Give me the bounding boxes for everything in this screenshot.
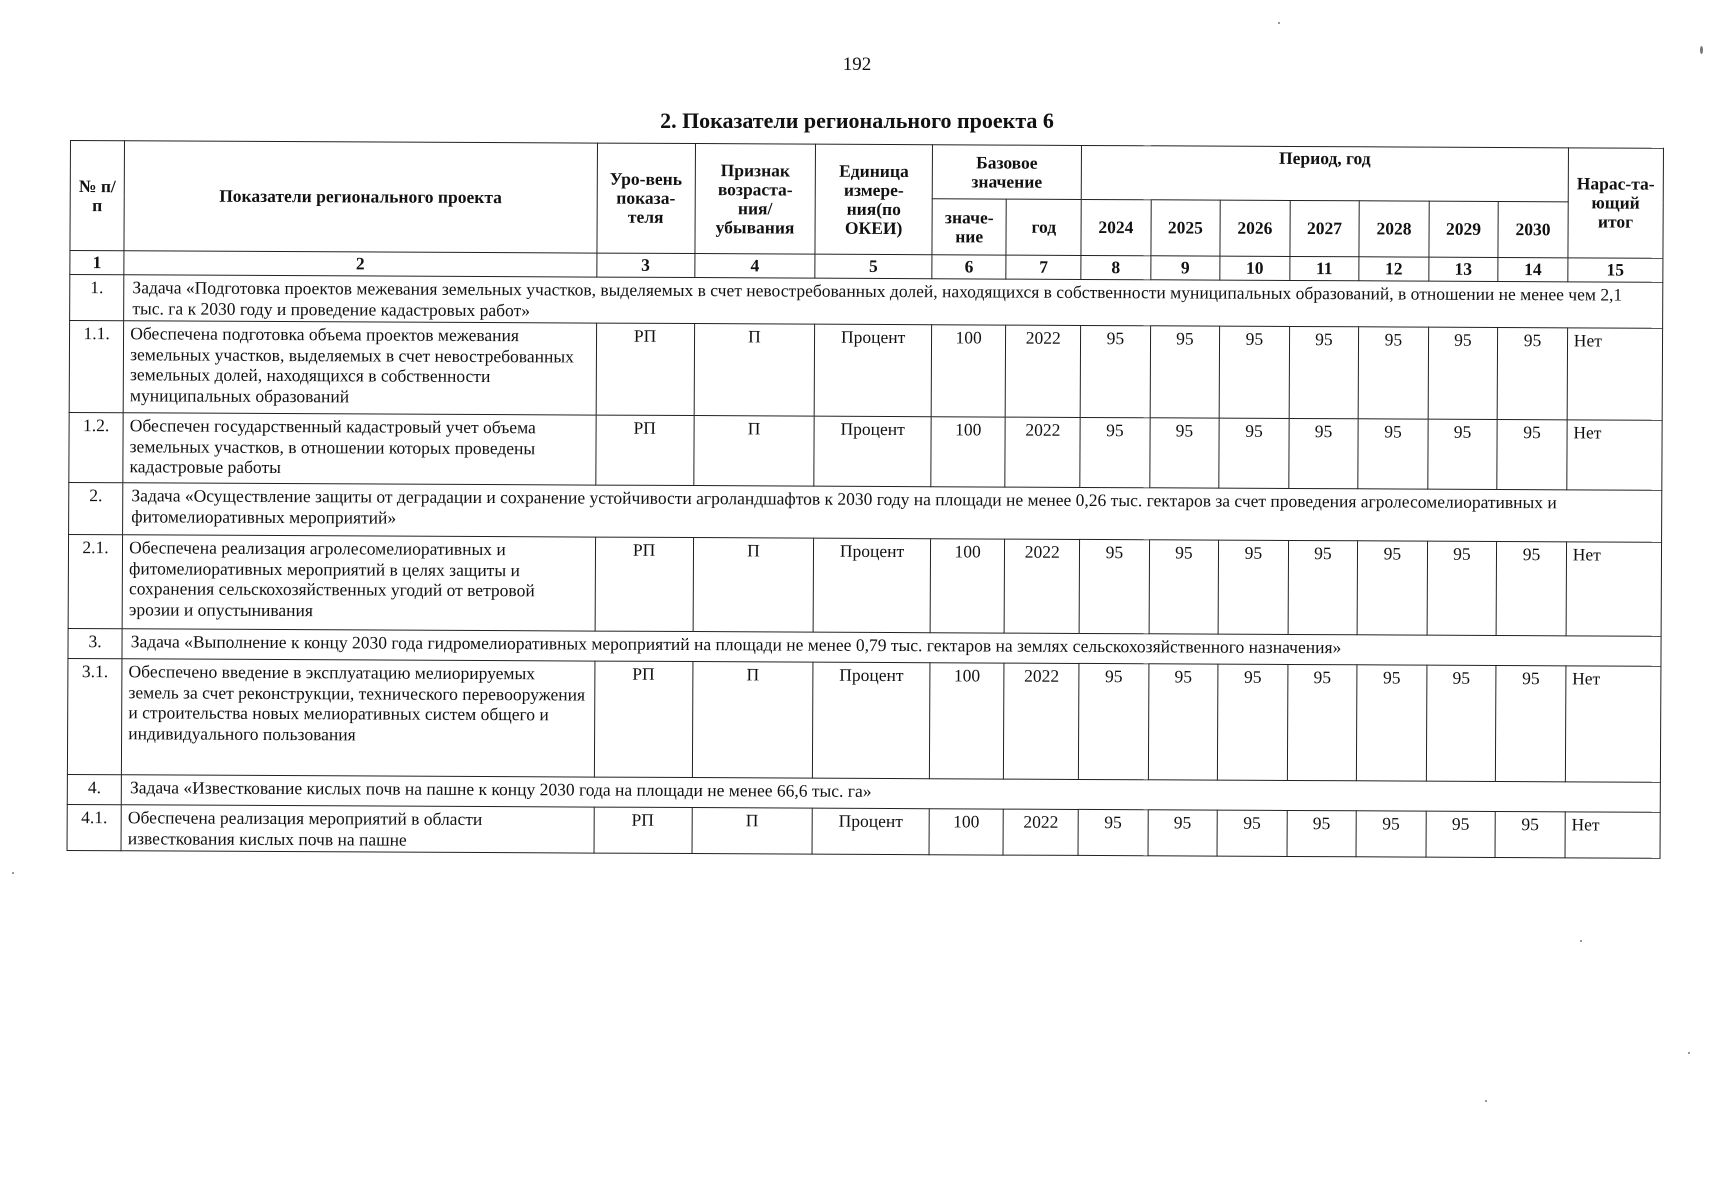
header-year: 2030 — [1498, 201, 1568, 257]
row-number: 1. — [70, 275, 124, 321]
column-number: 1 — [70, 251, 124, 275]
base-value: 100 — [929, 663, 1004, 779]
table-header — [70, 141, 1664, 283]
column-number: 5 — [815, 254, 932, 279]
year-value: 95 — [1426, 811, 1496, 857]
indicator-text: Обеспечен государственный кадастровый учет объема земельных участков, в отношении которых проведены кадастровые работы — [123, 413, 596, 485]
year-value: 95 — [1357, 541, 1427, 635]
indicator-row — [69, 412, 1662, 490]
header-sign: Признак возраста-ния/ убывания — [695, 144, 816, 255]
year-value: 95 — [1357, 665, 1427, 781]
base-value: 100 — [931, 417, 1006, 487]
indicator-unit: Процент — [814, 324, 931, 417]
task-row — [70, 275, 1663, 329]
year-value: 95 — [1356, 811, 1426, 857]
indicator-level: РП — [594, 661, 693, 777]
column-number: 8 — [1081, 255, 1151, 279]
year-value: 95 — [1219, 418, 1289, 488]
header-no: № п/п — [70, 141, 125, 251]
year-value: 95 — [1149, 418, 1219, 488]
indicator-text: Обеспечена реализация агролесомелиоративных и фитомелиоративных мероприятий в целях защиты и сохранения сельскохозяйственных угодий от ветровой эрозии и опустынивания — [122, 535, 595, 631]
year-value: 95 — [1497, 419, 1567, 489]
year-value: 95 — [1495, 811, 1565, 857]
base-year: 2022 — [1005, 539, 1080, 633]
year-value: 95 — [1150, 326, 1220, 418]
section-title: 2. Показатели регионального проекта 6 — [660, 108, 1054, 133]
header-year: 2027 — [1290, 200, 1360, 256]
column-number: 3 — [596, 253, 694, 277]
base-value: 100 — [929, 809, 1004, 855]
header-year: 2028 — [1359, 201, 1429, 257]
indicator-level: РП — [596, 323, 695, 415]
cumulative-flag: Нет — [1565, 812, 1660, 858]
year-value: 95 — [1218, 540, 1288, 634]
scan-speck — [1485, 1100, 1487, 1102]
indicator-row — [67, 804, 1660, 858]
header-unit: Единица измере-ния(по ОКЕИ) — [815, 144, 932, 255]
base-year: 2022 — [1003, 809, 1078, 855]
row-number: 1.1. — [69, 321, 124, 413]
scan-speck — [12, 872, 14, 874]
year-value: 95 — [1080, 417, 1150, 487]
row-number: 2. — [69, 482, 123, 534]
base-year: 2022 — [1006, 325, 1081, 417]
base-value: 100 — [930, 539, 1005, 633]
header-year: 2026 — [1220, 200, 1290, 256]
year-value: 95 — [1078, 809, 1148, 855]
row-number: 4.1. — [67, 804, 121, 850]
column-number: 13 — [1428, 257, 1498, 281]
year-value: 95 — [1426, 665, 1496, 781]
year-value: 95 — [1219, 326, 1289, 418]
column-number: 4 — [694, 254, 815, 279]
year-value: 95 — [1496, 665, 1566, 781]
header-base-year: год — [1006, 199, 1081, 255]
task-text: Задача «Осуществление защиты от деградации и сохранение устойчивости агроландшафтов к 2030 году на площади не менее 0,26 тыс. гектаров за счет проведения агролесомелиоративных и фитомелиоративных мероприятий» — [123, 483, 1662, 543]
column-number: 9 — [1150, 256, 1220, 280]
year-value: 95 — [1148, 810, 1218, 856]
header-base-value: значе-ние — [932, 199, 1007, 255]
column-number: 6 — [932, 255, 1007, 279]
indicator-sign: П — [693, 538, 814, 633]
year-value: 95 — [1287, 664, 1357, 780]
base-year: 2022 — [1005, 417, 1080, 487]
year-value: 95 — [1080, 325, 1150, 417]
column-number: 11 — [1289, 256, 1359, 280]
column-number: 14 — [1498, 257, 1568, 281]
indicator-text: Обеспечено введение в эксплуатацию мелиорируемых земель за счет реконструкции, технического перевооружения и строительства новых мелиоративных систем общего и индивидуального пользования — [122, 659, 595, 777]
indicator-text: Обеспечена подготовка объема проектов межевания земельных участков, выделяемых в счет невостребованных земельных долей, находящихся в собственности муниципальных образований — [123, 321, 596, 415]
indicator-level: РП — [595, 537, 694, 631]
year-value: 95 — [1288, 540, 1358, 634]
row-number: 3.1. — [67, 658, 122, 774]
task-row — [69, 482, 1662, 542]
indicators-table — [67, 140, 1664, 859]
indicator-unit: Процент — [813, 538, 930, 633]
cumulative-flag: Нет — [1567, 328, 1663, 420]
cumulative-flag: Нет — [1566, 542, 1662, 636]
year-value: 95 — [1149, 540, 1219, 634]
year-value: 95 — [1358, 419, 1428, 489]
column-number: 2 — [124, 251, 596, 277]
year-value: 95 — [1079, 539, 1149, 633]
year-value: 95 — [1287, 810, 1357, 856]
row-number: 2.1. — [68, 534, 123, 628]
row-number: 4. — [67, 774, 121, 804]
column-number: 12 — [1359, 257, 1429, 281]
header-period: Период, год — [1081, 145, 1568, 201]
row-number: 3. — [68, 628, 122, 658]
year-value: 95 — [1289, 326, 1359, 418]
task-text: Задача «Выполнение к концу 2030 года гидромелиоративных мероприятий на площади не менее 0,79 тыс. гектаров на землях сельскохозяйственного назначения» — [122, 629, 1661, 667]
scan-speck — [1580, 940, 1582, 942]
table-body — [67, 275, 1663, 859]
year-value: 95 — [1428, 327, 1498, 419]
year-value: 95 — [1217, 810, 1287, 856]
cumulative-flag: Нет — [1565, 666, 1661, 782]
task-text: Задача «Известкование кислых почв на пашне к концу 2030 года на площади не менее 66,6 тыс. га» — [121, 775, 1660, 813]
year-value: 95 — [1427, 541, 1497, 635]
year-value: 95 — [1148, 664, 1218, 780]
year-value: 95 — [1496, 541, 1566, 635]
header-indicator: Показатели регионального проекта — [124, 141, 597, 253]
indicator-sign: П — [692, 662, 813, 779]
task-text: Задача «Подготовка проектов межевания земельных участков, выделяемых в счет невостребованных долей, находящихся в собственности муниципальных образований, в отношении не менее чем 2,1 тыс. га к 2030 году и проведение кадастровых работ» — [124, 275, 1663, 329]
header-year: 2025 — [1151, 200, 1221, 256]
header-level: Уро-вень показа-теля — [596, 143, 695, 253]
cumulative-flag: Нет — [1567, 420, 1663, 490]
indicator-sign: П — [694, 324, 815, 417]
year-value: 95 — [1288, 418, 1358, 488]
indicator-row — [67, 658, 1661, 782]
scan-speck — [1278, 22, 1280, 24]
base-year: 2022 — [1004, 663, 1079, 779]
indicator-level: РП — [594, 807, 692, 853]
header-year: 2029 — [1429, 201, 1499, 257]
column-number: 10 — [1220, 256, 1290, 280]
year-value: 95 — [1218, 664, 1288, 780]
scan-speck — [1688, 1052, 1690, 1054]
base-value: 100 — [931, 325, 1006, 417]
year-value: 95 — [1427, 419, 1497, 489]
header-base: Базовое значение — [932, 145, 1082, 200]
indicator-sign: П — [693, 416, 814, 487]
year-value: 95 — [1358, 327, 1428, 419]
column-number: 7 — [1006, 255, 1081, 279]
header-year: 2024 — [1081, 199, 1151, 255]
indicator-row — [68, 534, 1661, 636]
indicator-unit: Процент — [812, 808, 929, 855]
indicator-sign: П — [692, 808, 813, 855]
page-number: 192 — [842, 54, 872, 75]
header-cumulative: Нарас-та-ющий итог — [1568, 148, 1664, 258]
year-value: 95 — [1497, 327, 1567, 419]
indicator-unit: Процент — [814, 416, 931, 487]
indicator-row — [69, 321, 1662, 421]
indicator-unit: Процент — [813, 662, 930, 779]
scan-speck — [1700, 46, 1703, 54]
row-number: 1.2. — [69, 412, 124, 482]
column-number: 15 — [1568, 258, 1663, 282]
indicator-level: РП — [595, 415, 693, 485]
year-value: 95 — [1078, 663, 1148, 779]
indicator-text: Обеспечена реализация мероприятий в области известкования кислых почв на пашне — [121, 805, 594, 853]
